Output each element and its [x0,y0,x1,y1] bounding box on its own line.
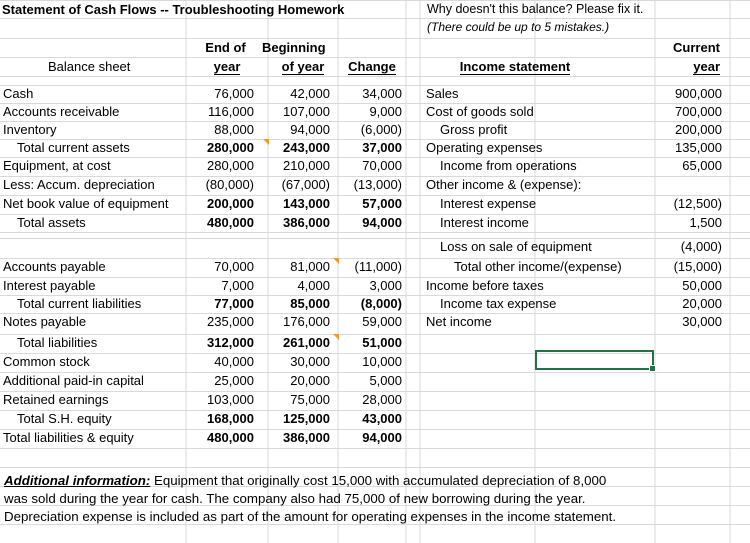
balance-change-value: 9,000 [369,104,402,119]
balance-beginning-value: 20,000 [290,373,330,388]
income-row-value: 50,000 [682,278,722,293]
balance-change-value: 3,000 [369,278,402,293]
balance-end-value: 7,000 [221,278,254,293]
income-row-label: Interest income [440,215,529,230]
balance-end-value: 77,000 [214,296,254,311]
balance-end-value: 40,000 [214,354,254,369]
income-row-value: 700,000 [675,104,722,119]
balance-beginning-value: 210,000 [283,158,330,173]
balance-row-label: Total liabilities & equity [3,430,134,445]
balance-end-value: 76,000 [214,86,254,101]
balance-beginning-value: 30,000 [290,354,330,369]
additional-info-line2: was sold during the year for cash. The company also had 75,000 of new borrowing during the year. [4,491,586,506]
balance-row-label: Total liabilities [17,335,98,350]
balance-beginning-value: 42,000 [290,86,330,101]
income-row-label: Interest expense [440,196,537,211]
balance-row-label: Notes payable [3,314,87,329]
beginning-year-header-top: Beginning [262,40,326,55]
balance-change-value: (11,000) [354,259,402,274]
income-row-label: Loss on sale of equipment [440,239,592,254]
balance-end-value: 25,000 [214,373,254,388]
balance-beginning-value: 107,000 [283,104,330,119]
fill-handle[interactable] [649,365,656,372]
balance-end-value: 116,000 [207,104,254,119]
income-statement-header: Income statement [459,59,571,74]
balance-end-value: 480,000 [207,215,254,230]
balance-row-label: Equipment, at cost [3,158,111,173]
balance-end-value: 168,000 [207,411,254,426]
balance-row-label: Inventory [3,122,57,137]
balance-row-label: Total S.H. equity [17,411,112,426]
income-row-value: 20,000 [682,296,722,311]
additional-info-line3: Depreciation expense is included as part of the amount for operating expenses in the income statement. [4,509,617,524]
income-row-label: Gross profit [440,122,508,137]
balance-beginning-value: 386,000 [283,430,330,445]
balance-row-label: Total current assets [17,140,130,155]
balance-end-value: 312,000 [207,335,254,350]
balance-change-value: 70,000 [362,158,402,173]
additional-info-line1: Additional information: Equipment that originally cost 15,000 with accumulated depreciation of 8,000 [4,473,607,488]
income-row-value: 900,000 [675,86,722,101]
balance-row-label: Cash [3,86,34,101]
income-row-label: Income before taxes [426,278,544,293]
income-row-label: Income from operations [440,158,577,173]
additional-info-heading: Additional information: [4,473,151,488]
balance-change-value: 34,000 [362,86,402,101]
balance-row-label: Additional paid-in capital [3,373,144,388]
balance-beginning-value: 4,000 [297,278,330,293]
balance-beginning-value: 176,000 [283,314,330,329]
income-row-value [640,176,722,193]
sheet-title: Statement of Cash Flows -- Troubleshooting Homework [2,2,345,17]
income-row-label: Net income [426,314,492,329]
balance-end-value: (80,000) [205,177,254,192]
balance-change-value: (13,000) [353,177,402,192]
income-row-value: 200,000 [675,122,722,137]
income-row-label: Income tax expense [440,296,557,311]
balance-beginning-value: 243,000 [283,140,330,155]
income-row-value: (12,500) [673,196,722,211]
balance-row-label: Total assets [17,215,86,230]
hint-text: (There could be up to 5 mistakes.) [427,20,610,34]
end-of-year-header-bottom: year [213,59,241,74]
error-marker [263,139,269,145]
balance-beginning-value: 125,000 [283,411,330,426]
income-row-value: 65,000 [682,158,722,173]
income-row-label: Other income & (expense): [426,177,582,192]
error-marker [333,334,339,340]
balance-end-value: 235,000 [207,314,254,329]
balance-change-value: 10,000 [362,354,402,369]
balance-end-value: 200,000 [207,196,254,211]
balance-sheet-header: Balance sheet [48,59,131,74]
balance-change-value: 5,000 [369,373,402,388]
balance-row-label: Common stock [3,354,90,369]
prompt-text: Why doesn't this balance? Please fix it. [427,2,644,16]
balance-change-value: 51,000 [362,335,402,350]
balance-change-value: 43,000 [362,411,402,426]
income-row-value: 1,500 [689,215,722,230]
error-marker [333,258,339,264]
balance-end-value: 103,000 [207,392,254,407]
income-row-value: (15,000) [673,259,722,274]
income-row-label: Operating expenses [426,140,543,155]
current-year-header-bottom: year [693,59,720,74]
balance-beginning-value: (67,000) [281,177,330,192]
balance-row-label: Accounts receivable [3,104,120,119]
change-header: Change [348,59,396,74]
balance-row-label: Less: Accum. depreciation [3,177,155,192]
income-row-label: Total other income/(expense) [454,259,622,274]
balance-change-value: 28,000 [362,392,402,407]
balance-change-value: 59,000 [362,314,402,329]
income-row-value: 30,000 [682,314,722,329]
balance-row-label: Interest payable [3,278,96,293]
balance-end-value: 70,000 [214,259,254,274]
balance-beginning-value: 75,000 [290,392,330,407]
income-row-value: 135,000 [675,140,722,155]
selected-cell[interactable] [535,350,654,370]
balance-beginning-value: 143,000 [283,196,330,211]
income-row-value: (4,000) [680,239,722,254]
income-row-label: Sales [426,86,459,101]
balance-row-label: Net book value of equipment [3,196,169,211]
balance-change-value: (8,000) [360,296,402,311]
balance-beginning-value: 261,000 [283,335,330,350]
balance-end-value: 480,000 [207,430,254,445]
balance-change-value: 94,000 [362,430,402,445]
balance-beginning-value: 81,000 [290,259,330,274]
balance-beginning-value: 94,000 [290,122,330,137]
balance-row-label: Total current liabilities [17,296,142,311]
beginning-year-header-bottom: of year [281,59,325,74]
balance-change-value: 37,000 [362,140,402,155]
balance-change-value: (6,000) [360,122,402,137]
balance-row-label: Accounts payable [3,259,106,274]
balance-change-value: 57,000 [362,196,402,211]
balance-beginning-value: 386,000 [283,215,330,230]
balance-row-label: Retained earnings [3,392,109,407]
income-row-label: Cost of goods sold [426,104,534,119]
balance-end-value: 280,000 [207,140,254,155]
balance-end-value: 280,000 [207,158,254,173]
balance-beginning-value: 85,000 [290,296,330,311]
end-of-year-header-top: End of [205,40,246,55]
current-year-header-top: Current [673,40,720,55]
balance-change-value: 94,000 [362,215,402,230]
balance-end-value: 88,000 [214,122,254,137]
